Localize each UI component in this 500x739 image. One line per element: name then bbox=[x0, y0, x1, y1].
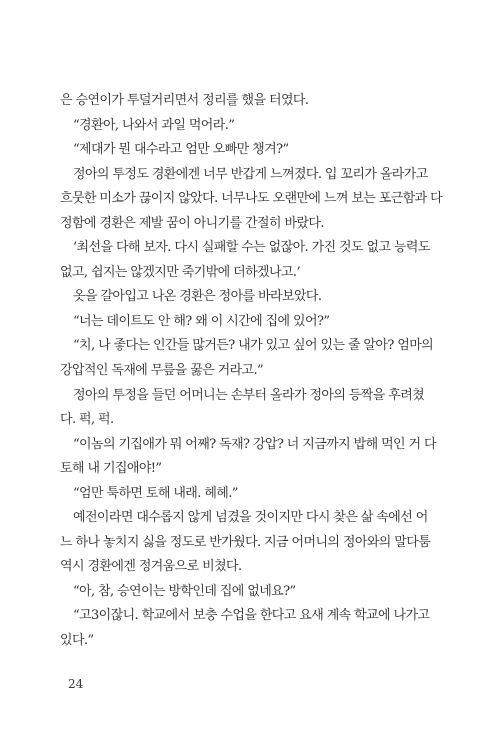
text-line: 은 승연이가 투덜거리면서 정리를 했을 터였다. bbox=[60, 93, 309, 108]
text-line: 느 하나 놓치지 싫을 정도로 반가웠다. 지금 어머니의 정아와의 말다툼 bbox=[60, 534, 431, 550]
text-line: “제대가 뭔 대수라고 엄만 오빠만 챙겨?” bbox=[73, 142, 289, 158]
text-line: “아, 참, 승연이는 방학인데 집에 없네요?” bbox=[73, 583, 296, 599]
text-line: “고3이잖니. 학교에서 보충 수업을 한다고 요새 계속 학교에 나가고 bbox=[73, 608, 430, 624]
text-line: “엄만 툭하면 토해 내래. 헤헤.” bbox=[73, 485, 238, 501]
text-line: 강압적인 독재에 무릎을 꿇은 거라고.” bbox=[60, 363, 264, 379]
text-line: 있다.” bbox=[60, 633, 94, 649]
text-line: 토해 내 기집애야!” bbox=[60, 461, 162, 477]
text-line: 없고, 쉽지는 않겠지만 죽기밖에 더하겠나고.’ bbox=[60, 264, 300, 280]
text-line: “경환아, 나와서 과일 먹어라.” bbox=[73, 117, 235, 133]
text-line: 예전이라면 대수롭지 않게 넘겼을 것이지만 다시 찾은 삶 속에선 어 bbox=[73, 510, 428, 526]
text-line: 옷을 갈아입고 나온 경환은 정아를 바라보았다. bbox=[73, 289, 322, 305]
body-text bbox=[60, 89, 443, 654]
page-number: 24 bbox=[68, 677, 84, 691]
text-line: “너는 데이트도 안 해? 왜 이 시간에 집에 있어?” bbox=[73, 313, 330, 329]
text-line: 정함에 경환은 제발 꿈이 아니기를 간절히 바랐다. bbox=[60, 215, 324, 231]
text-line: 정아의 투정도 경환에겐 너무 반갑게 느껴졌다. 입 꼬리가 올라가고 bbox=[73, 166, 428, 182]
text-line: 정아의 투정을 들던 어머니는 손부터 올라가 정아의 등짝을 후려쳤 bbox=[73, 387, 425, 403]
text-line: “이놈의 기집애가 뭐 어째? 독재? 강압? 너 지금까지 밥해 먹인 거 다 bbox=[73, 436, 436, 452]
text-line: 다. 퍽, 퍽. bbox=[60, 412, 114, 428]
text-line: 역시 경환에겐 정겨움으로 비쳤다. bbox=[60, 559, 242, 575]
text-line: ‘최선을 다해 보자. 다시 실패할 수는 없잖아. 가진 것도 없고 능력도 bbox=[73, 240, 430, 256]
text-line: “치, 나 좋다는 인간들 많거든? 내가 있고 싶어 있는 줄 알아? 엄마의 bbox=[73, 338, 434, 354]
text-line: 흐뭇한 미소가 끊이지 않았다. 너무나도 오랜만에 느껴 보는 포근함과 다 bbox=[60, 191, 443, 207]
